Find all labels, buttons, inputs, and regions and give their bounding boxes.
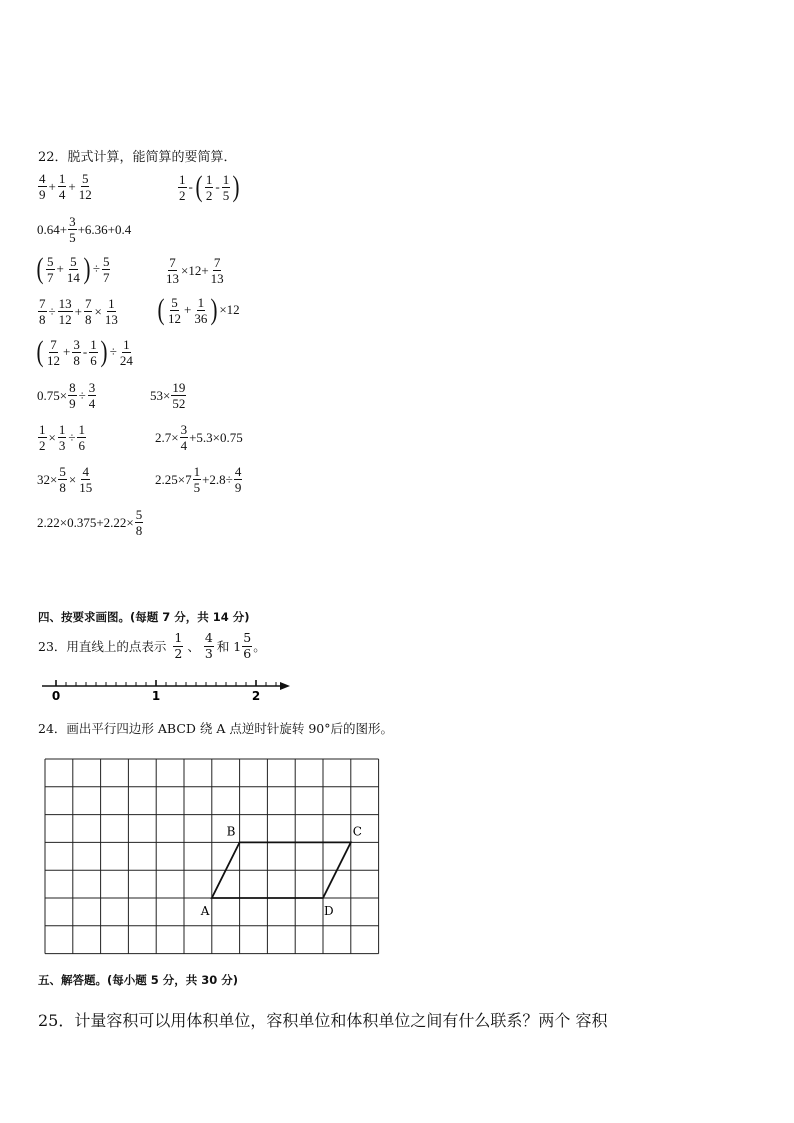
vertex-label-a: A [200, 904, 210, 918]
q23-title: 23．用直线上的点表示 $\frac{1}{2}$ 、 $\frac{4}{3}$ 和 1 $\frac{5}{6}$ 。 [38, 630, 266, 661]
expr-6: $\frac{7}{8}$ ÷ $\frac{13}{12}$ + $\frac{7}{8}$ × $\frac{1}{13}$ [39, 296, 118, 327]
expr-7: ( $\frac{5}{12}$ + $\frac{1}{36}$ ) ×12 [157, 293, 240, 326]
expr-14: 2.25×7 $\frac{1}{5}$ +2.8÷ $\frac{4}{9}$ [155, 464, 242, 495]
section-4-heading: 四、按要求画图。(每题 7 分，共 14 分) [38, 610, 250, 624]
q25-text: 25．计量容积可以用体积单位，容积单位和体积单位之间有什么联系？两个 容积 [38, 1011, 608, 1030]
expr-15: 2.22×0.375+2.22× $\frac{5}{8}$ [37, 507, 143, 538]
grid-figure [40, 755, 385, 955]
expr-11: $\frac{1}{2}$ × $\frac{1}{3}$ ÷ $\frac{1}{6}$ [39, 422, 85, 453]
tick-label-0: 0 [51, 689, 61, 702]
expr-4: ( $\frac{5}{7}$ + $\frac{5}{14}$ ) ÷ $\frac{5}{7}$ [36, 252, 110, 285]
expr-5: $\frac{7}{13}$ ×12+ $\frac{7}{13}$ [166, 255, 224, 286]
expr-1: $\frac{4}{9}$ + $\frac{1}{4}$ + $\frac{5}{12}$ [39, 171, 92, 202]
expr-2: $\frac{1}{2}$ - ( $\frac{1}{2}$ - $\frac{1}{5}$ ) [179, 170, 240, 203]
expr-9: 0.75× $\frac{8}{9}$ ÷ $\frac{3}{4}$ [37, 380, 96, 411]
tick-label-2: 2 [251, 689, 261, 702]
section-5-heading: 五、解答题。(每小题 5 分，共 30 分) [38, 973, 239, 987]
vertex-label-c: C [352, 824, 362, 839]
expr-12: 2.7× $\frac{3}{4}$ +5.3×0.75 [155, 422, 243, 453]
q24-title: 24．画出平行四边形 ABCD 绕 A 点逆时针旋转 90°后的图形。 [38, 721, 393, 736]
number-line [40, 676, 294, 702]
vertex-label-d: D [324, 904, 334, 918]
expr-13: 32× $\frac{5}{8}$ × $\frac{4}{15}$ [37, 464, 93, 495]
q22-title: 22．脱式计算，能简算的要简算． [38, 150, 237, 165]
tick-label-1: 1 [151, 689, 161, 702]
expr-10: 53× $\frac{19}{52}$ [150, 380, 186, 411]
expr-3: 0.64+ $\frac{3}{5}$ +6.36+0.4 [37, 214, 132, 245]
vertex-label-b: B [226, 824, 236, 839]
expr-8: ( $\frac{7}{12}$ + $\frac{3}{8}$ - $\frac{1}{6}$ ) ÷ $\frac{1}{24}$ [36, 335, 133, 368]
